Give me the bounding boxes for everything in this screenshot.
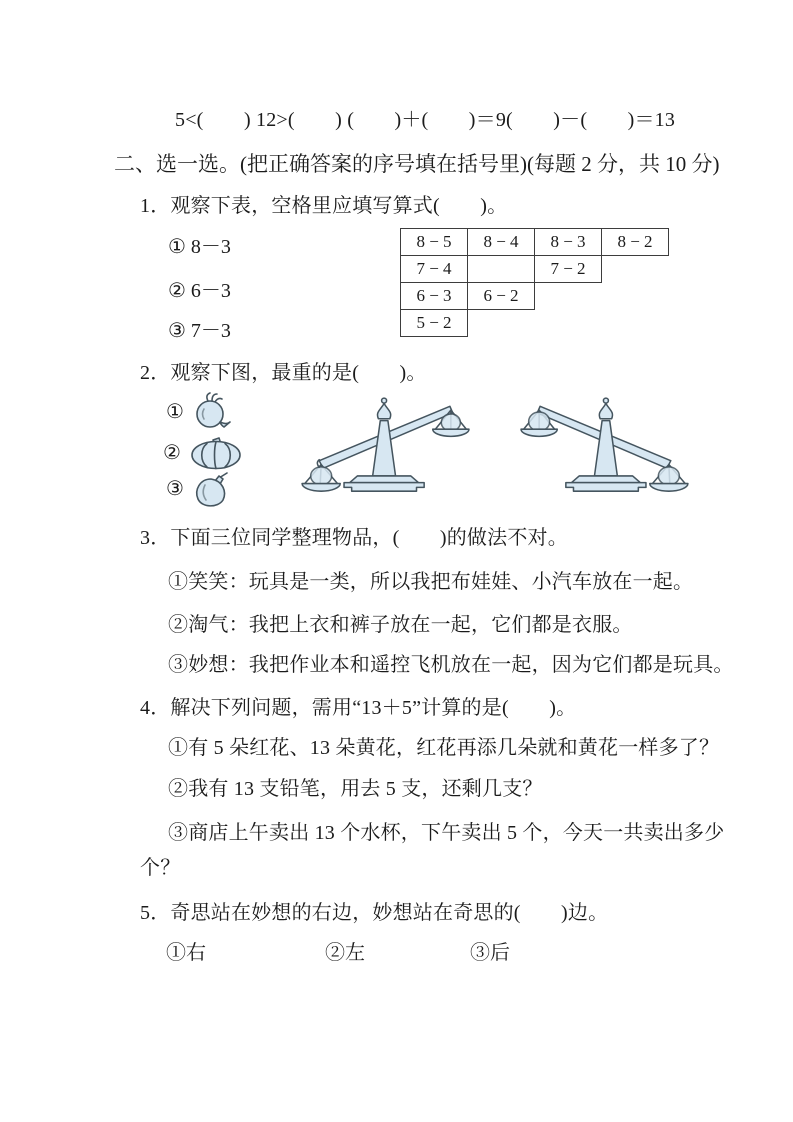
- table-cell: 8 − 5: [400, 228, 468, 256]
- balance-scale-2-icon: [518, 392, 690, 495]
- q3-option-3: ③妙想：我把作业本和遥控飞机放在一起，因为它们都是玩具。: [168, 654, 734, 676]
- q2-item-1: [166, 392, 233, 430]
- item-number: ②: [163, 441, 181, 464]
- table-cell: 7 − 2: [534, 255, 602, 283]
- q2-stem: 2．观察下图，最重的是( )。: [140, 362, 427, 384]
- table-cell: 7 − 4: [400, 255, 468, 283]
- q5-stem: 5．奇思站在妙想的右边，妙想站在奇思的( )边。: [140, 902, 609, 924]
- q1-option-1: ① 8－3: [168, 236, 231, 258]
- q2-item-3: [166, 470, 231, 507]
- item-number: ③: [166, 478, 184, 500]
- q1-option-3: ③ 7－3: [168, 320, 231, 342]
- q5-option-2: ②左: [325, 942, 365, 964]
- table-cell: 8 − 3: [534, 228, 602, 256]
- table-cell: 5 − 2: [400, 309, 468, 337]
- table-row: [400, 228, 669, 256]
- q1-stem: 1．观察下表，空格里应填写算式( )。: [140, 195, 508, 217]
- q4-option-1: ①有 5 朵红花、13 朵黄花，红花再添几朵就和黄花一样多了？: [168, 737, 720, 759]
- q4-option-3-line2: 个？: [140, 857, 181, 879]
- q4-option-2: ②我有 13 支铅笔，用去 5 支，还剩几支？: [168, 778, 543, 800]
- table-row: [400, 256, 669, 283]
- table-cell-blank: [467, 255, 535, 283]
- radish-icon: [191, 392, 233, 430]
- item-number: ①: [166, 400, 184, 423]
- table-cell: 6 − 3: [400, 282, 468, 310]
- q3-stem: 3．下面三位同学整理物品，( )的做法不对。: [140, 527, 568, 549]
- balance-scale-1-icon: [300, 392, 472, 495]
- intro-fill-line: 5<( ) 12>( ) ( )＋( )＝9( )－( )＝13: [175, 109, 676, 131]
- q4-option-3-line1: ③商店上午卖出 13 个水杯，下午卖出 5 个，今天一共卖出多少: [168, 822, 725, 844]
- q2-item-2: [163, 434, 244, 470]
- table-row: [400, 310, 669, 337]
- q3-option-1: ①笑笑：玩具是一类，所以我把布娃娃、小汽车放在一起。: [168, 571, 694, 593]
- table-row: [400, 283, 669, 310]
- q4-stem: 4．解决下列问题，需用“13＋5”计算的是( )。: [140, 697, 577, 719]
- eggplant-icon: [191, 470, 231, 507]
- q1-pattern-table: [400, 228, 669, 337]
- table-cell: 8 − 4: [467, 228, 535, 256]
- q1-option-2: ② 6－3: [168, 280, 231, 302]
- section-header: 二、选一选。(把正确答案的序号填在括号里)(每题 2 分，共 10 分): [114, 152, 720, 176]
- table-cell: 8 − 2: [601, 228, 669, 256]
- q3-option-2: ②淘气：我把上衣和裤子放在一起，它们都是衣服。: [168, 614, 633, 636]
- table-cell: 6 − 2: [467, 282, 535, 310]
- q5-option-1: ①右: [166, 942, 206, 964]
- pumpkin-icon: [188, 434, 244, 470]
- q5-option-3: ③后: [470, 942, 510, 964]
